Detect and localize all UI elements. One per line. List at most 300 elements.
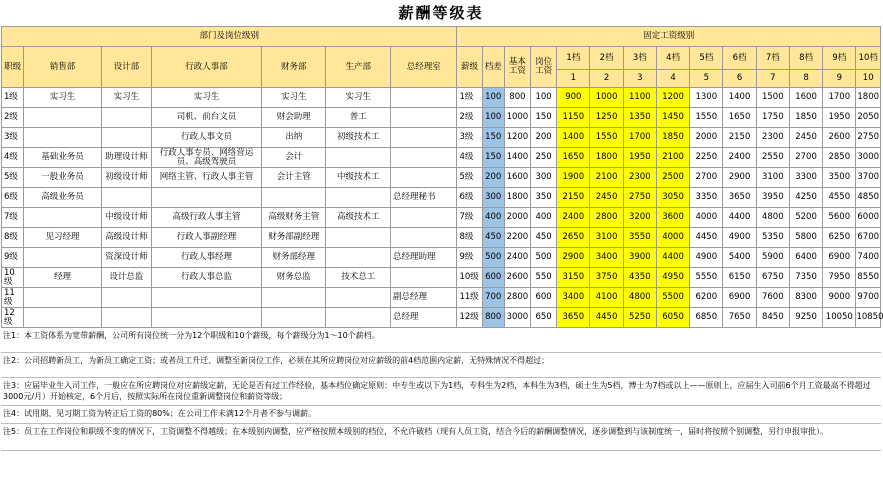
tier-header: 8档 (789, 47, 822, 70)
tier-value-cell: 9700 (856, 288, 881, 308)
finance-cell: 出纳 (261, 128, 325, 148)
sales-cell (24, 208, 102, 228)
tier-value-cell: 4400 (723, 208, 756, 228)
tier-value-cell: 3050 (656, 188, 689, 208)
tier-value-cell: 1150 (557, 108, 590, 128)
finance-cell: 会计 (261, 148, 325, 168)
design-cell (101, 288, 151, 308)
tier-value-cell: 2700 (789, 148, 822, 168)
finance-header: 财务部 (261, 47, 325, 88)
post-pay-cell: 200 (531, 128, 557, 148)
gm-cell: 总经理 (390, 308, 457, 328)
tier-value-cell: 7350 (789, 268, 822, 288)
grade-diff-cell: 200 (482, 168, 504, 188)
tier-header: 5档 (690, 47, 723, 70)
rank-cell: 12级 (2, 308, 24, 328)
admin-cell: 司机、前台文员 (152, 108, 262, 128)
sales-cell: 一般业务员 (24, 168, 102, 188)
gm-cell: 总经理助理 (390, 248, 457, 268)
pay-group-header: 固定工资级别 (457, 27, 881, 47)
sales-cell: 基础业务员 (24, 148, 102, 168)
tier-number: 10 (856, 70, 881, 88)
design-cell: 实习生 (101, 88, 151, 108)
tier-value-cell: 3200 (623, 208, 656, 228)
admin-cell (152, 308, 262, 328)
table-row (2, 108, 881, 128)
pay-grade-cell: 1级 (457, 88, 482, 108)
tier-value-cell: 5200 (789, 208, 822, 228)
gm-cell (390, 128, 457, 148)
table-row (2, 148, 881, 168)
tier-value-cell: 4350 (623, 268, 656, 288)
tier-value-cell: 5900 (756, 248, 789, 268)
tier-value-cell: 5400 (723, 248, 756, 268)
tier-value-cell: 6200 (690, 288, 723, 308)
tier-value-cell: 7650 (723, 308, 756, 328)
tier-value-cell: 2700 (690, 168, 723, 188)
tier-value-cell: 1750 (756, 108, 789, 128)
tier-value-cell: 4000 (690, 208, 723, 228)
tier-value-cell: 4450 (690, 228, 723, 248)
sales-cell: 高级业务员 (24, 188, 102, 208)
finance-cell (261, 308, 325, 328)
pay-grade-cell: 3级 (457, 128, 482, 148)
tier-header: 10档 (856, 47, 881, 70)
tier-number: 4 (656, 70, 689, 88)
tier-value-cell: 2150 (557, 188, 590, 208)
tier-header: 3档 (623, 47, 656, 70)
tier-value-cell: 3100 (756, 168, 789, 188)
rank-cell: 8级 (2, 228, 24, 248)
admin-header: 行政人事部 (152, 47, 262, 88)
post-pay-cell: 250 (531, 148, 557, 168)
tier-value-cell: 3100 (590, 228, 623, 248)
post-pay-cell: 450 (531, 228, 557, 248)
tier-value-cell: 8550 (856, 268, 881, 288)
tier-value-cell: 3700 (856, 168, 881, 188)
tier-value-cell: 2400 (723, 148, 756, 168)
sales-cell: 经理 (24, 268, 102, 288)
production-cell (326, 308, 390, 328)
tier-value-cell: 2850 (823, 148, 856, 168)
tier-value-cell: 4400 (656, 248, 689, 268)
pay-grade-cell: 8级 (457, 228, 482, 248)
post-pay-cell: 400 (531, 208, 557, 228)
grade-diff-cell: 400 (482, 208, 504, 228)
tier-value-cell: 2550 (756, 148, 789, 168)
tier-value-cell: 2750 (856, 128, 881, 148)
production-cell: 初级技术工 (326, 128, 390, 148)
tier-value-cell: 2650 (557, 228, 590, 248)
tier-value-cell: 1450 (656, 108, 689, 128)
tier-number: 1 (557, 70, 590, 88)
tier-value-cell: 2300 (623, 168, 656, 188)
rank-cell: 11级 (2, 288, 24, 308)
post-pay-cell: 300 (531, 168, 557, 188)
tier-value-cell: 4850 (856, 188, 881, 208)
tier-value-cell: 3350 (690, 188, 723, 208)
rank-cell: 2级 (2, 108, 24, 128)
design-header: 设计部 (101, 47, 151, 88)
rank-cell: 7级 (2, 208, 24, 228)
tier-value-cell: 2300 (756, 128, 789, 148)
tier-number: 6 (723, 70, 756, 88)
dept-group-header: 部门及岗位级别 (2, 27, 457, 47)
tier-value-cell: 4550 (823, 188, 856, 208)
design-cell: 中级设计师 (101, 208, 151, 228)
finance-cell: 财务部副经理 (261, 228, 325, 248)
tier-header: 1档 (557, 47, 590, 70)
tier-value-cell: 4900 (690, 248, 723, 268)
tier-value-cell: 5500 (656, 288, 689, 308)
tier-value-cell: 2400 (557, 208, 590, 228)
production-cell (326, 188, 390, 208)
tier-value-cell: 1200 (656, 88, 689, 108)
tier-value-cell: 3750 (590, 268, 623, 288)
admin-cell (152, 288, 262, 308)
base-pay-cell: 1400 (504, 148, 530, 168)
rank-cell: 1级 (2, 88, 24, 108)
tier-value-cell: 3150 (557, 268, 590, 288)
design-cell (101, 188, 151, 208)
tier-value-cell: 1850 (656, 128, 689, 148)
tier-number: 5 (690, 70, 723, 88)
tier-value-cell: 1000 (590, 88, 623, 108)
tier-value-cell: 4900 (723, 228, 756, 248)
admin-cell: 行政人事经理 (152, 248, 262, 268)
note-1: 注1：本工资体系为宽带薪酬，公司所有岗位统一分为12个职级和10个薪级，每个薪级分为1～10个薪档。 (1, 328, 881, 353)
pay-grade-cell: 7级 (457, 208, 482, 228)
tier-value-cell: 900 (557, 88, 590, 108)
rank-cell: 6级 (2, 188, 24, 208)
base-pay-cell: 2000 (504, 208, 530, 228)
grade-diff-cell: 100 (482, 88, 504, 108)
base-pay-cell: 1600 (504, 168, 530, 188)
tier-value-cell: 6700 (856, 228, 881, 248)
tier-value-cell: 2750 (623, 188, 656, 208)
tier-number: 8 (789, 70, 822, 88)
note-4: 注4：试用期、见习期工资为转正后工资的80%；在公司工作未满12个月者不参与调薪。 (1, 406, 881, 424)
grade-diff-cell: 150 (482, 128, 504, 148)
base-pay-header: 基本工资 (504, 47, 530, 88)
tier-value-cell: 1900 (557, 168, 590, 188)
pay-grade-cell: 4级 (457, 148, 482, 168)
tier-header: 4档 (656, 47, 689, 70)
post-pay-cell: 100 (531, 88, 557, 108)
tier-value-cell: 1650 (723, 108, 756, 128)
tier-number: 2 (590, 70, 623, 88)
tier-value-cell: 1950 (823, 108, 856, 128)
tier-value-cell: 6000 (856, 208, 881, 228)
rank-cell: 10级 (2, 268, 24, 288)
tier-value-cell: 2450 (789, 128, 822, 148)
table-row (2, 88, 881, 108)
pay-grade-header: 薪级 (457, 47, 482, 88)
tier-header: 9档 (823, 47, 856, 70)
tier-header: 7档 (756, 47, 789, 70)
production-cell: 实习生 (326, 88, 390, 108)
design-cell: 高级设计师 (101, 228, 151, 248)
design-cell: 资深设计师 (101, 248, 151, 268)
tier-value-cell: 4000 (656, 228, 689, 248)
tier-value-cell: 5800 (789, 228, 822, 248)
tier-value-cell: 4450 (590, 308, 623, 328)
tier-value-cell: 3650 (723, 188, 756, 208)
gm-cell: 总经理秘书 (390, 188, 457, 208)
design-cell (101, 108, 151, 128)
tier-value-cell: 5350 (756, 228, 789, 248)
finance-cell: 会计主管 (261, 168, 325, 188)
production-cell: 高级技术工 (326, 208, 390, 228)
tier-value-cell: 1400 (723, 88, 756, 108)
tier-value-cell: 10050 (823, 308, 856, 328)
tier-value-cell: 3400 (557, 288, 590, 308)
gm-header: 总经理室 (390, 47, 457, 88)
tier-number: 3 (623, 70, 656, 88)
tier-number: 9 (823, 70, 856, 88)
tier-value-cell: 3400 (590, 248, 623, 268)
admin-cell: 实习生 (152, 88, 262, 108)
tier-value-cell: 1550 (590, 128, 623, 148)
tier-value-cell: 1650 (557, 148, 590, 168)
tier-value-cell: 2450 (590, 188, 623, 208)
tier-value-cell: 3900 (623, 248, 656, 268)
base-pay-cell: 2800 (504, 288, 530, 308)
tier-value-cell: 7950 (823, 268, 856, 288)
tier-value-cell: 4950 (656, 268, 689, 288)
tier-value-cell: 2100 (656, 148, 689, 168)
production-cell: 中级技术工 (326, 168, 390, 188)
table-row (2, 208, 881, 228)
tier-value-cell: 1800 (590, 148, 623, 168)
sales-cell (24, 248, 102, 268)
production-cell (326, 148, 390, 168)
table-row (2, 188, 881, 208)
rank-header: 职级 (2, 47, 24, 88)
table-row (2, 168, 881, 188)
tier-number: 7 (756, 70, 789, 88)
tier-value-cell: 1700 (823, 88, 856, 108)
tier-value-cell: 10850 (856, 308, 881, 328)
design-cell: 助理设计师 (101, 148, 151, 168)
post-pay-cell: 600 (531, 288, 557, 308)
tier-value-cell: 2500 (656, 168, 689, 188)
table-row (2, 248, 881, 268)
tier-value-cell: 6900 (823, 248, 856, 268)
base-pay-cell: 2600 (504, 268, 530, 288)
sales-cell (24, 288, 102, 308)
tier-value-cell: 5600 (823, 208, 856, 228)
tier-value-cell: 2050 (856, 108, 881, 128)
finance-cell: 财会助理 (261, 108, 325, 128)
production-cell: 技术总工 (326, 268, 390, 288)
finance-cell: 财务部经理 (261, 248, 325, 268)
tier-value-cell: 1800 (856, 88, 881, 108)
tier-value-cell: 6050 (656, 308, 689, 328)
note-5: 注5：员工在工作岗位和职级不变的情况下，工资调整不得越级；在本级别内调整，应严格按照本级别的档位，不允许破档（现有人员工资，结合今后的薪酬调整情况，逐步调整到与该制度统一，届时将按照个别调整，另行申报审批）。 (1, 424, 881, 451)
tier-value-cell: 3550 (623, 228, 656, 248)
base-pay-cell: 1800 (504, 188, 530, 208)
gm-cell (390, 268, 457, 288)
pay-grade-cell: 12级 (457, 308, 482, 328)
rank-cell: 4级 (2, 148, 24, 168)
grade-diff-cell: 700 (482, 288, 504, 308)
pay-grade-cell: 10级 (457, 268, 482, 288)
pay-grade-cell: 6级 (457, 188, 482, 208)
post-pay-header: 岗位工资 (531, 47, 557, 88)
tier-value-cell: 1400 (557, 128, 590, 148)
post-pay-cell: 550 (531, 268, 557, 288)
admin-cell: 网络主管、行政人事主管 (152, 168, 262, 188)
table-row (2, 308, 881, 328)
gm-cell (390, 228, 457, 248)
tier-value-cell: 1600 (789, 88, 822, 108)
tier-value-cell: 4100 (590, 288, 623, 308)
tier-value-cell: 4800 (623, 288, 656, 308)
base-pay-cell: 2400 (504, 248, 530, 268)
tier-value-cell: 2250 (690, 148, 723, 168)
design-cell (101, 128, 151, 148)
table-row (2, 228, 881, 248)
tier-value-cell: 6400 (789, 248, 822, 268)
tier-value-cell: 3500 (823, 168, 856, 188)
table-row (2, 268, 881, 288)
tier-value-cell: 1250 (590, 108, 623, 128)
admin-cell: 行政人事总监 (152, 268, 262, 288)
tier-value-cell: 6250 (823, 228, 856, 248)
tier-value-cell: 3650 (557, 308, 590, 328)
tier-value-cell: 1850 (789, 108, 822, 128)
design-cell (101, 308, 151, 328)
rank-cell: 3级 (2, 128, 24, 148)
tier-value-cell: 6750 (756, 268, 789, 288)
tier-value-cell: 1500 (756, 88, 789, 108)
base-pay-cell: 800 (504, 88, 530, 108)
tier-value-cell: 1100 (623, 88, 656, 108)
sales-cell (24, 308, 102, 328)
gm-cell: 副总经理 (390, 288, 457, 308)
post-pay-cell: 650 (531, 308, 557, 328)
post-pay-cell: 350 (531, 188, 557, 208)
tier-value-cell: 6150 (723, 268, 756, 288)
tier-value-cell: 3950 (756, 188, 789, 208)
design-cell: 设计总监 (101, 268, 151, 288)
tier-value-cell: 8450 (756, 308, 789, 328)
grade-diff-cell: 800 (482, 308, 504, 328)
admin-cell: 行政人事专员、网络营运员、高级驾驶员 (152, 148, 262, 168)
admin-cell: 行政人事文员 (152, 128, 262, 148)
tier-value-cell: 6900 (723, 288, 756, 308)
tier-value-cell: 3000 (856, 148, 881, 168)
rank-cell: 9级 (2, 248, 24, 268)
production-cell (326, 288, 390, 308)
base-pay-cell: 3000 (504, 308, 530, 328)
finance-cell (261, 288, 325, 308)
tier-value-cell: 7400 (856, 248, 881, 268)
tier-value-cell: 5250 (623, 308, 656, 328)
tier-value-cell: 7600 (756, 288, 789, 308)
tier-value-cell: 9250 (789, 308, 822, 328)
grade-diff-cell: 300 (482, 188, 504, 208)
table-row (2, 128, 881, 148)
production-cell: 普工 (326, 108, 390, 128)
base-pay-cell: 2200 (504, 228, 530, 248)
base-pay-cell: 1200 (504, 128, 530, 148)
finance-cell: 实习生 (261, 88, 325, 108)
admin-cell (152, 188, 262, 208)
tier-value-cell: 1300 (690, 88, 723, 108)
sales-header: 销售部 (24, 47, 102, 88)
note-3: 注3：应届毕业生入司工作，一般应在所应聘岗位对应薪级定薪，无论是否有过工作经验，基本档位确定原则：中专生或以下为1档，专科生为2档，本科生为3档，硕士生为5档，博士为7档或以上——原则上，应届生入司前6个月工资最高不得超过3000元/月）开始核定，6个月后，按照实际所在岗位重新调整岗位和薪资等级； (1, 378, 881, 406)
sales-cell (24, 108, 102, 128)
production-header: 生产部 (326, 47, 390, 88)
tier-header: 6档 (723, 47, 756, 70)
pay-grade-cell: 9级 (457, 248, 482, 268)
grade-diff-cell: 100 (482, 108, 504, 128)
base-pay-cell: 1000 (504, 108, 530, 128)
admin-cell: 行政人事副经理 (152, 228, 262, 248)
tier-value-cell: 1700 (623, 128, 656, 148)
page-title: 薪酬等级表 (398, 4, 484, 22)
tier-value-cell: 2100 (590, 168, 623, 188)
tier-value-cell: 2000 (690, 128, 723, 148)
finance-cell: 财务总监 (261, 268, 325, 288)
production-cell (326, 228, 390, 248)
tier-value-cell: 4250 (789, 188, 822, 208)
tier-value-cell: 5550 (690, 268, 723, 288)
gm-cell (390, 148, 457, 168)
table-row (2, 288, 881, 308)
post-pay-cell: 500 (531, 248, 557, 268)
tier-value-cell: 1950 (623, 148, 656, 168)
production-cell (326, 248, 390, 268)
tier-value-cell: 9000 (823, 288, 856, 308)
notes-section (1, 328, 881, 451)
tier-value-cell: 6850 (690, 308, 723, 328)
tier-value-cell: 2800 (590, 208, 623, 228)
tier-value-cell: 2150 (723, 128, 756, 148)
tier-value-cell: 3600 (656, 208, 689, 228)
grade-diff-cell: 450 (482, 228, 504, 248)
pay-grade-cell: 2级 (457, 108, 482, 128)
gm-cell (390, 88, 457, 108)
tier-value-cell: 4800 (756, 208, 789, 228)
salary-table (1, 26, 881, 328)
tier-value-cell: 2600 (823, 128, 856, 148)
sales-cell: 见习经理 (24, 228, 102, 248)
admin-cell: 高级行政人事主管 (152, 208, 262, 228)
rank-cell: 5级 (2, 168, 24, 188)
tier-value-cell: 1350 (623, 108, 656, 128)
grade-diff-header: 档差 (482, 47, 504, 88)
sales-cell (24, 128, 102, 148)
note-2: 注2：公司招聘新员工，为新员工确定工资；或者员工升迁、调整至新岗位工作，必须在其所应聘岗位对应薪级的前4档范围内定薪，无特殊情况不得超过； (1, 353, 881, 378)
tier-value-cell: 1550 (690, 108, 723, 128)
grade-diff-cell: 150 (482, 148, 504, 168)
pay-grade-cell: 5级 (457, 168, 482, 188)
design-cell: 初级设计师 (101, 168, 151, 188)
sales-cell: 实习生 (24, 88, 102, 108)
gm-cell (390, 108, 457, 128)
finance-cell: 高级财务主管 (261, 208, 325, 228)
post-pay-cell: 150 (531, 108, 557, 128)
tier-value-cell: 3300 (789, 168, 822, 188)
tier-value-cell: 8300 (789, 288, 822, 308)
grade-diff-cell: 500 (482, 248, 504, 268)
tier-value-cell: 2900 (723, 168, 756, 188)
tier-header: 2档 (590, 47, 623, 70)
gm-cell (390, 168, 457, 188)
